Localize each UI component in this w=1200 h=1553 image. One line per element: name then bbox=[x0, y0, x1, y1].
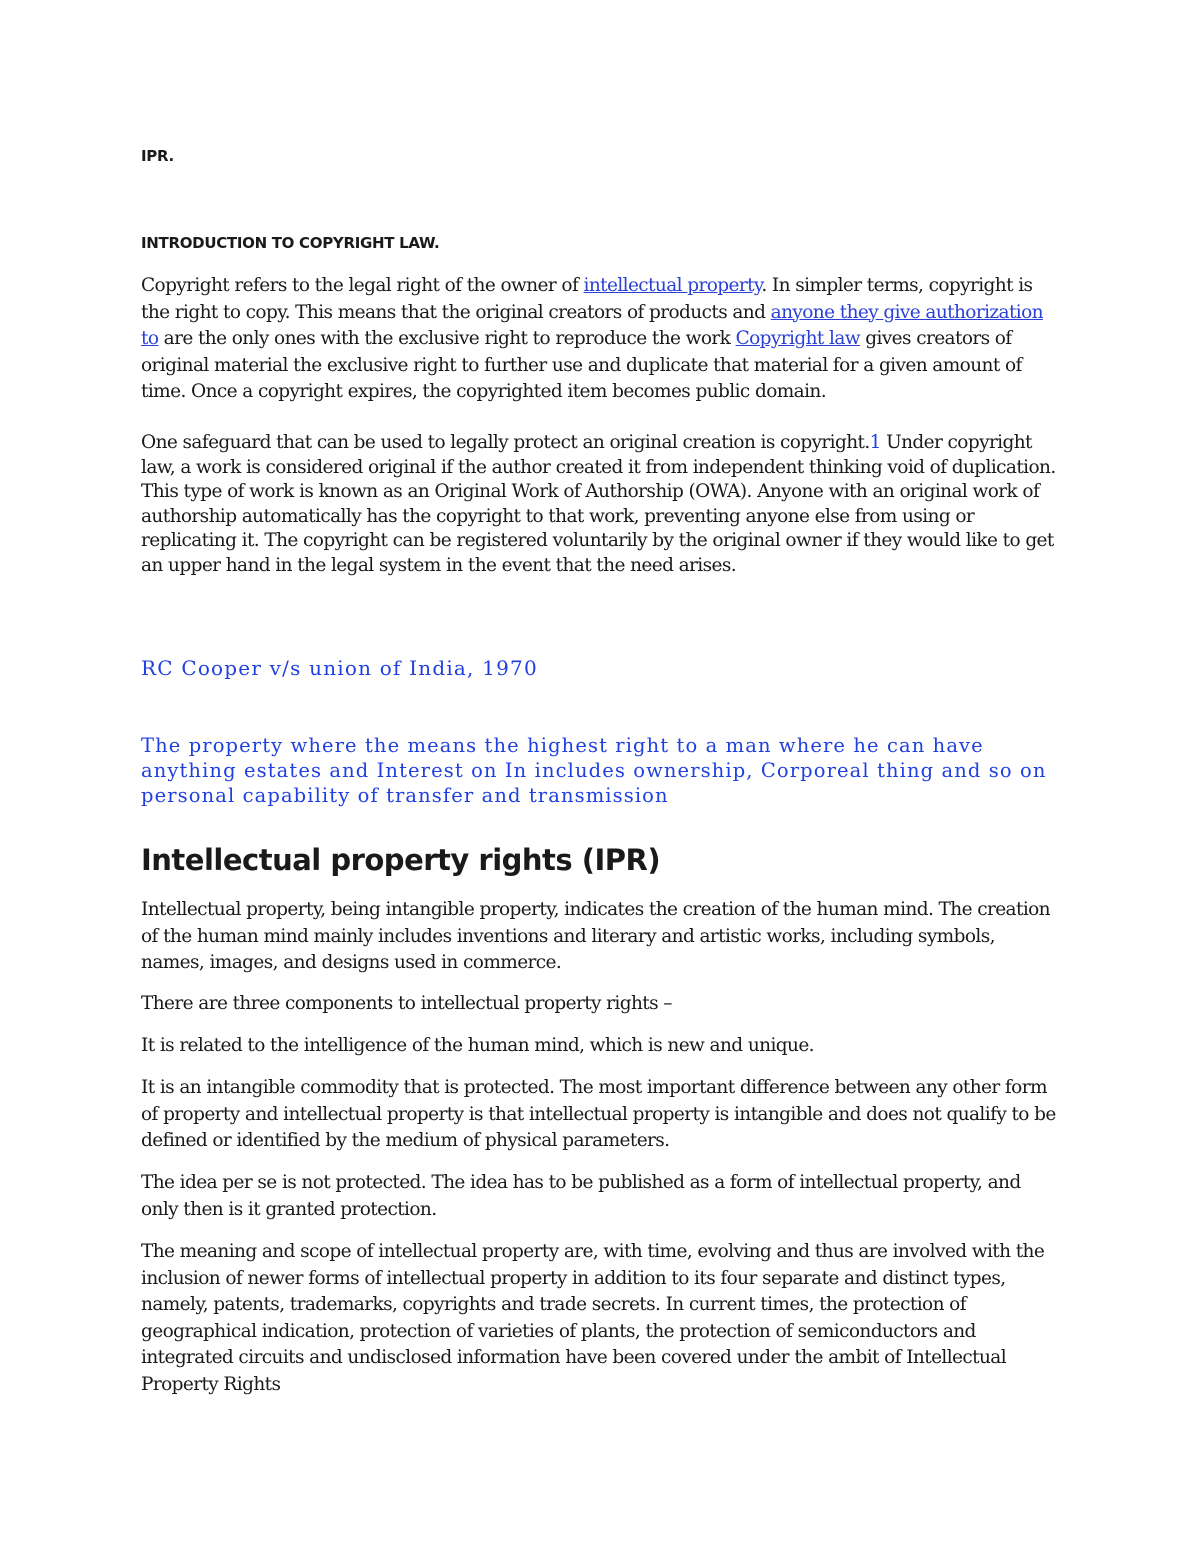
intro-text-4: gives creators of original material the exclusive right to further use and duplicate that material for a given amount of time. Once a copyright expires, the copyrighted item becomes public domain. bbox=[141, 328, 1022, 402]
intro-paragraph bbox=[141, 273, 1061, 406]
safeguard-text-2: Under copyright law, a work is considered original if the author created it from independent thinking void of duplication. This type of work is known as an Original Work of Authorship (OWA). Anyone with an original work of authorship automatically has the copyright to that work, preventing anyone else from using or replicating it. The copyright can be registered voluntarily by the original owner if they would like to get an upper hand in the legal system in the event that the need arises. bbox=[141, 432, 1056, 576]
case-title: RC Cooper v/s union of India, 1970 bbox=[141, 656, 538, 680]
label-ipr: IPR. bbox=[141, 147, 174, 165]
ipr-paragraph-2: There are three components to intellectual property rights – bbox=[141, 993, 672, 1014]
ipr-paragraph-6: The meaning and scope of intellectual property are, with time, evolving and thus are involved with the inclusion of newer forms of intellectual property in addition to its four separate and distinct types, namely, patents, trademarks, copyrights and trade secrets. In current times, the protection of geographical indication, protection of varieties of plants, the protection of semiconductors and integrated circuits and undisclosed information have been covered under the ambit of Intellectual Property Rights bbox=[141, 1241, 1045, 1395]
intro-text-1: Copyright refers to the legal right of the owner of bbox=[141, 275, 584, 296]
ipr-paragraph-5: The idea per se is not protected. The idea has to be published as a form of intellectual property, and only then is it granted protection. bbox=[141, 1172, 1021, 1220]
intro-text-2: . In simpler terms, copyright is the right to copy. This means that the original creators of products and bbox=[141, 275, 1033, 323]
case-quote: The property where the means the highest right to a man where he can have anything estates and Interest on In includes ownership, Corporeal thing and so on personal capability of transfer and transmission bbox=[141, 734, 1047, 807]
safeguard-text-1: One safeguard that can be used to legally protect an original creation is copyright. bbox=[141, 432, 870, 453]
link-copyright-law[interactable]: Copyright law bbox=[735, 328, 860, 349]
ipr-paragraph-3: It is related to the intelligence of the human mind, which is new and unique. bbox=[141, 1035, 814, 1056]
safeguard-paragraph bbox=[141, 431, 1061, 578]
ipr-paragraph-1: Intellectual property, being intangible property, indicates the creation of the human mind. The creation of the human mind mainly includes inventions and literary and artistic works, including symbols, names, images, and designs used in commerce. bbox=[141, 899, 1050, 973]
intro-text-3: are the only ones with the exclusive right to reproduce the work bbox=[158, 328, 736, 349]
link-intellectual-property[interactable]: intellectual property bbox=[583, 275, 762, 296]
ipr-paragraph-4: It is an intangible commodity that is protected. The most important difference between any other form of property and intellectual property is that intellectual property is intangible and does not qualify to be defined or identified by the medium of physical parameters. bbox=[141, 1077, 1056, 1151]
footnote-marker[interactable]: 1 bbox=[869, 432, 881, 453]
link-anyone-they-give-authorization[interactable]: anyone they give authorization to bbox=[141, 301, 1043, 349]
ipr-heading: Intellectual property rights (IPR) bbox=[141, 843, 661, 877]
heading-introduction: INTRODUCTION TO COPYRIGHT LAW. bbox=[141, 234, 440, 252]
